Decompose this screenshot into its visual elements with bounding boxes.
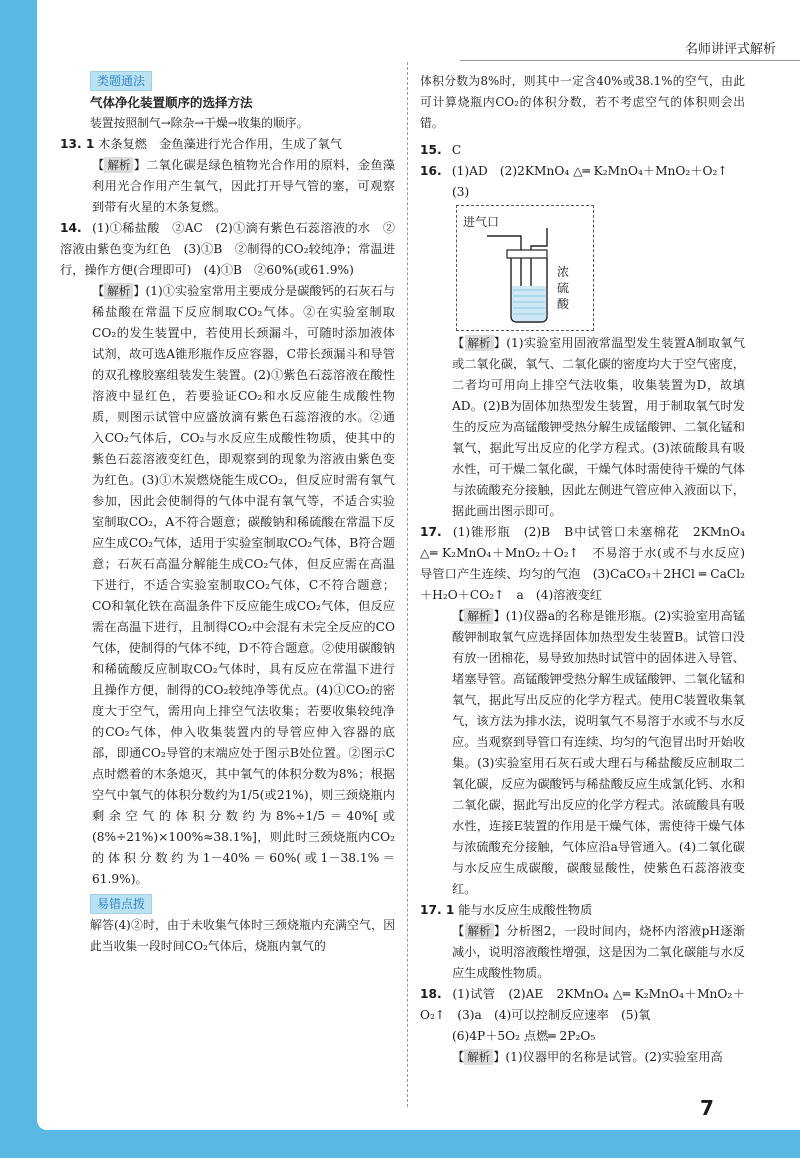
analysis-tag: 解析	[464, 1049, 493, 1065]
question-17: 17. (1)锥形瓶 (2)B B中试管口未塞棉花 2KMnO₄ △═ K₂MnO₄＋MnO₂＋O₂↑ 不易溶于水(或不与水反应) 导管口产生连续、均匀的气泡 (3)CaCO₃＋2HCl ═ CaCl₂＋H₂O＋CO₂↑ a (4)溶液变红 【 解析 】(1)仪器a的名称是锥形瓶。(2)实验室用高锰酸钾制取氧气应选择固体加热型发生装置B。试管口没有放一团棉花，易导致加热时试管中的固体进入导管、堵塞导管。高锰酸钾受热分解生成锰酸钾、二氧化锰和氧气，据此写出反应的化学方程式。使用C装置收集氧气，该方法为排水法，说明氧气不易溶于水或不与水反应。当观察到导管口有连续、均匀的气泡冒出时开始收集。(3)实验室用石灰石或大理石与稀盐酸反应制取二氧化碳，反应为碳酸钙与稀盐酸反应生成氯化钙、水和二氧化碳，据此写出反应的化学方程式。浓硫酸具有吸水性，连接E装置的作用是干燥气体，需使待干燥气体与浓硫酸充分接触，气体应沿a导管通入。(4)二氧化碳与水反应生成碳酸，碳酸显酸性，使紫色石蕊溶液变红。	[420, 522, 745, 900]
question-number: 17. 1	[420, 903, 455, 917]
answer-text-6: (6)4P＋5O₂ 点燃═ 2P₂O₅	[452, 1029, 596, 1043]
tip-box-tag: 类题通法	[90, 71, 152, 91]
question-15	[420, 140, 745, 161]
left-column	[60, 71, 395, 957]
tip-box-error-point	[60, 894, 395, 957]
question-number: 14.	[60, 221, 82, 235]
analysis-text: 二氧化碳是绿色植物光合作用的原料，金鱼藻利用光合作用产生氧气，因此打开导气管的塞，可观察到带有火星的木条复燃。	[92, 158, 396, 214]
tip-box-heading: 气体净化装置顺序的选择方法	[90, 95, 253, 110]
tip-box-body-continued: 体积分数为8%时，则其中一定含40%或38.1%的空气，由此可计算烧瓶内CO₂的体积分数，若不考虑空气的体积则会出错。	[420, 74, 745, 130]
inlet-label: 进气口	[463, 215, 500, 229]
header-rule	[460, 60, 800, 61]
question-number: 13. 1	[60, 137, 95, 151]
question-number: 17.	[420, 525, 442, 539]
analysis-text: (1)仪器甲的名称是试管。(2)实验室用高	[505, 1050, 723, 1064]
bottom-band	[0, 1130, 800, 1158]
right-column	[420, 71, 758, 1068]
tip-box-body: 装置按照制气→除杂→干燥→收集的顺序。	[90, 116, 309, 130]
question-16: 16. (1)AD (2)2KMnO₄ △═ K₂MnO₄＋MnO₂＋O₂↑ (3) 进气口 浓硫酸 【 解析 】(1)实验室用固液常温型发生装置A制取氧气或二氧化碳，氧气、二氧化碳的密度均大于空气密度，二者均可用向上排空气法收集，收集装置为D，故填AD。(2)B为固体加热型发生装置，用于制取氧气时发生的反应为高锰酸钾受热分解生成锰酸钾、二氧化锰和氧气，据此写出反应的化学方程式。(3)浓硫酸具有吸水性，可干燥二氧化碳，干燥气体时需使待干燥的气体与浓硫酸充分接触，因此左侧进气管应伸入液面以下，据此画出图示即可。	[420, 161, 745, 522]
question-number: 16.	[420, 164, 442, 178]
answer-text: (1)锥形瓶 (2)B B中试管口未塞棉花 2KMnO₄ △═ K₂MnO₄＋MnO₂＋O₂↑ 不易溶于水(或不与水反应) 导管口产生连续、均匀的气泡 (3)CaCO₃＋2HCl ═ CaCl₂＋H₂O＋CO₂↑ a (4)溶液变红	[420, 525, 758, 602]
question-13-1: 13. 1 木条复燃 金鱼藻进行光合作用，生成了氧气 【 解析 】二氧化碳是绿色植物光合作用的原料，金鱼藻利用光合作用产生氧气，因此打开导气管的塞，可观察到带有火星的木条复燃。	[60, 134, 395, 218]
question-14: 14. (1)①稀盐酸 ②AC (2)①滴有紫色石蕊溶液的水 ②溶液由紫色变为红色 (3)①B ②制得的CO₂较纯净；常温进行，操作方便(合理即可) (4)①B ②60%(或61.9%) 【 解析 】(1)①实验室常用主要成分是碳酸钙的石灰石与稀盐酸在常温下反应制取CO₂气体。②在实验室制取CO₂的发生装置中，若使用长颈漏斗，可随时添加液体试剂，故可选A锥形瓶作反应容器，C带长颈漏斗和导管的双孔橡胶塞组装发生装置。(2)①紫色石蕊溶液在酸性溶液中显红色，若要验证CO₂和水反应能生成酸性物质，则图示试管中应盛放滴有紫色石蕊溶液的水。②通入CO₂气体后，CO₂与水反应生成酸性物质，使其中的紫色石蕊溶液变红色，即观察到的现象为溶液由紫色变为红色。(3)①木炭燃烧能生成CO₂，但反应时需有氧气参加，因此会使制得的气体中混有氧气等，不适合实验室制取CO₂，A不符合题意；碳酸钠和稀硫酸在常温下反应生成CO₂气体，适用于实验室制取CO₂气体，B符合题意；石灰石高温分解能生成CO₂气体，但反应需在高温下进行，不适合实验室制取CO₂气体，C不符合题意；CO和氧化铁在高温条件下反应能生成CO₂气体，但反应需在高温下进行，且制得CO₂中会混有未完全反应的CO气体，使制得的气体不纯，D不符合题意。②使用碳酸钠和稀硫酸反应制取CO₂气体时，具有反应在常温下进行且操作方便，制得的CO₂较纯净等优点。(4)①CO₂的密度大于空气，需用向上排空气法收集；若要收集较纯净的CO₂气体，伸入收集装置内的导管应伸入容器的底部，即通CO₂导管的末端应处于图示B处位置。②图示C点时燃着的木条熄灭，其中氧气的体积分数为8%；根据空气中氧气的体积分数约为1/5(或21%)，则三颈烧瓶内剩余空气的体积分数约为8%÷1/5＝40%[或(8%÷21%)×100%≈38.1%]，则此时三颈烧瓶内CO₂的体积分数约为1－40%＝60%(或1－38.1%＝61.9%)。	[60, 218, 395, 890]
answer-text: C	[451, 143, 462, 157]
question-18: 18. (1)试管 (2)AE 2KMnO₄ △═ K₂MnO₄＋MnO₂＋O₂↑ (3)a (4)可以控制反应速率 (5)氧 (6)4P＋5O₂ 点燃═ 2P₂O₅ 【 解析 】(1)仪器甲的名称是试管。(2)实验室用高	[420, 984, 745, 1068]
answer-text: 木条复燃 金鱼藻进行光合作用，生成了氧气	[98, 137, 342, 151]
analysis-tag: 解析	[464, 608, 493, 624]
tip-box-tag: 易错点拨	[90, 894, 152, 914]
question-number: 18.	[420, 987, 442, 1001]
question-number: 15.	[420, 143, 442, 157]
analysis-tag: 解析	[465, 335, 494, 351]
tip-box-class-method	[60, 71, 395, 134]
question-17-1: 17. 1 能与水反应生成酸性物质 【 解析 】分析图2，一段时间内，烧杯内溶液pH逐渐减小，说明溶液酸性增强，这是因为二氧化碳能与水反应生成酸性物质。	[420, 900, 745, 984]
page-number: 7	[700, 1096, 714, 1120]
analysis-text: 分析图2，一段时间内，烧杯内溶液pH逐渐减小，说明溶液酸性增强，这是因为二氧化碳能与水反应生成酸性物质。	[452, 924, 746, 980]
acid-label: 浓硫酸	[557, 265, 570, 311]
column-divider	[407, 62, 408, 1107]
gas-drying-figure	[456, 205, 594, 331]
analysis-tag: 解析	[465, 923, 494, 939]
tip-box-body: 解答(4)②时，由于未收集气体时三颈烧瓶内充满空气，因此当收集一段时间CO₂气体后，烧瓶内氧气的	[90, 918, 395, 953]
answer-text: 能与水反应生成酸性物质	[458, 903, 593, 917]
answer-text: (1)试管 (2)AE 2KMnO₄ △═ K₂MnO₄＋MnO₂＋O₂↑ (3)a (4)可以控制反应速率 (5)氧	[420, 987, 745, 1022]
answer-text: (1)①稀盐酸 ②AC (2)①滴有紫色石蕊溶液的水 ②溶液由紫色变为红色 (3)①B ②制得的CO₂较纯净；常温进行，操作方便(合理即可) (4)①B ②60%(或61.9%)	[60, 221, 396, 277]
answer-text-3: (3)	[452, 185, 470, 199]
page-header-title: 名师讲评式解析	[684, 42, 776, 57]
gas-washing-bottle-drawing	[457, 206, 593, 330]
analysis-text: (1)①实验室常用主要成分是碳酸钙的石灰石与稀盐酸在常温下反应制取CO₂气体。②在实验室制取CO₂的发生装置中，若使用长颈漏斗，可随时添加液体试剂，故可选A锥形瓶作反应容器，C带长颈漏斗和导管的双孔橡胶塞组装发生装置。(2)①紫色石蕊溶液在酸性溶液中显红色，若要验证CO₂和水反应能生成酸性物质，则图示试管中应盛放滴有紫色石蕊溶液的水。②通入CO₂气体后，CO₂与水反应生成酸性物质，使其中的紫色石蕊溶液变红色，即观察到的现象为溶液由紫色变为红色。(3)①木炭燃烧能生成CO₂，但反应时需有氧气参加，因此会使制得的气体中混有氧气等，不适合实验室制取CO₂，A不符合题意；碳酸钠和稀硫酸在常温下反应生成CO₂气体，适用于实验室制取CO₂气体，B符合题意；石灰石高温分解能生成CO₂气体，但反应需在高温下进行，不适合实验室制取CO₂气体，C不符合题意；CO和氧化铁在高温条件下反应能生成CO₂气体，但反应需在高温下进行，且制得CO₂中会混有未完全反应的CO气体，使制得的气体不纯，D不符合题意。②使用碳酸钠和稀硫酸反应制取CO₂气体时，具有反应在常温下进行且操作方便，制得的CO₂较纯净等优点。(4)①CO₂的密度大于空气，需用向上排空气法收集；若要收集较纯净的CO₂气体，伸入收集装置内的导管应伸入容器的底部，即通CO₂导管的末端应处于图示B处位置。②图示C点时燃着的木条熄灭，其中氧气的体积分数为8%；根据空气中氧气的体积分数约为1/5(或21%)，则三颈烧瓶内剩余空气的体积分数约为8%÷1/5＝40%[或(8%÷21%)×100%≈38.1%]，则此时三颈烧瓶内CO₂的体积分数约为1－40%＝60%(或1－38.1%＝61.9%)。	[92, 284, 396, 886]
analysis-text: (1)仪器a的名称是锥形瓶。(2)实验室用高锰酸钾制取氧气应选择固体加热型发生装置B。试管口没有放一团棉花，易导致加热时试管中的固体进入导管、堵塞导管。高锰酸钾受热分解生成锰酸钾、二氧化锰和氧气，据此写出反应的化学方程式。使用C装置收集氧气，该方法为排水法，说明氧气不易溶于水或不与水反应。当观察到导管口有连续、均匀的气泡冒出时开始收集。(3)实验室用石灰石或大理石与稀盐酸反应制取二氧化碳，反应为碳酸钙与稀盐酸反应生成氯化钙、水和二氧化碳，据此写出反应的化学方程式。浓硫酸具有吸水性，连接E装置的作用是干燥气体，需使待干燥气体与浓硫酸充分接触，气体应沿a导管通入。(4)二氧化碳与水反应生成碳酸，碳酸显酸性，使紫色石蕊溶液变红。	[452, 609, 746, 896]
analysis-tag: 解析	[104, 283, 133, 299]
answer-text: (1)AD (2)2KMnO₄ △═ K₂MnO₄＋MnO₂＋O₂↑	[451, 164, 728, 178]
analysis-text: (1)实验室用固液常温型发生装置A制取氧气或二氧化碳，氧气、二氧化碳的密度均大于空气密度，二者均可用向上排空气法收集，收集装置为D，故填AD。(2)B为固体加热型发生装置，用于制取氧气时发生的反应为高锰酸钾受热分解生成锰酸钾、二氧化锰和氧气，据此写出反应的化学方程式。(3)浓硫酸具有吸水性，可干燥二氧化碳，干燥气体时需使待干燥的气体与浓硫酸充分接触，因此左侧进气管应伸入液面以下，据此画出图示即可。	[452, 336, 746, 518]
analysis-tag: 解析	[104, 157, 133, 173]
